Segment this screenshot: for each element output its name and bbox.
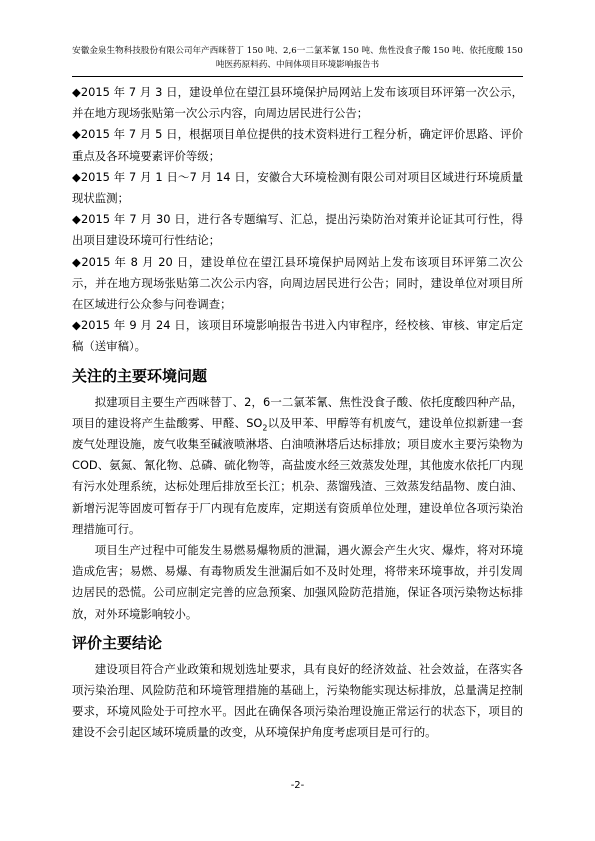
paragraph-text: 以及甲苯、甲醇等有机废气，建设单位拟新建一套废气处理设施，废气收集至碱液喷淋塔、白油喷淋塔后达标排放；项目废水主要污染物为 COD、氨氮、氰化物、总磷、硫化物等，高盐废水经三效蒸发处理，其他废水依托厂内现有污水处理系统，达标处理后排放至长江；机杂、蒸馏残渣、三效蒸发结晶物、废白油、新增污泥等固废可暂存于厂内现有危废库，定期送有资质单位处理，建设单位各项污染治理措施可行。 (72, 415, 523, 536)
procedure-item: ◆2015 年 7 月 3 日，建设单位在望江县环境保护局网站上发布该项目环评第一次公示，并在地方现场张贴第一次公示内容，向周边居民进行公告； (72, 85, 523, 121)
section-paragraph: 建设项目符合产业政策和规划选址要求，具有良好的经济效益、社会效益，在落实各项污染治理、风险防范和环境管理措施的基础上，污染物能实现达标排放，总量满足控制要求，环境风险处于可控水平。因此在确保各项污染治理设施正常运行的状态下，项目的建设不会引起区域环境质量的改变，从环境保护角度考虑项目是可行的。 (72, 661, 523, 740)
procedure-item: ◆2015 年 7 月 1 日～7 月 14 日，安徽合大环境检测有限公司对项目区域进行环境质量现状监测； (72, 169, 523, 206)
procedure-item: ◆2015 年 8 月 20 日，建设单位在望江县环境保护局网站上发布该项目环评第二次公示，并在地方现场张贴第二次公示内容，向周边居民进行公告；同时，建设单位对项目所在区域进行公众参与问卷调查； (72, 254, 523, 312)
page-number: -2- (290, 780, 305, 791)
paragraph-text: 拟建项目主要生产西咪替丁、2，6一二氯苯氰、焦性没食子酸、依托度酸四种产品，项目的建设将产生盐酸雾、甲醛、SO (72, 394, 523, 430)
running-header (72, 44, 523, 72)
page-body (72, 82, 523, 744)
section-heading-environmental-issues: 关注的主要环境问题 (72, 366, 208, 385)
section-paragraph: 项目生产过程中可能发生易燃易爆物质的泄漏，遇火源会产生火灾、爆炸，将对环境造成危害；易燃、易爆、有毒物质发生泄漏后如不及时处理，将带来环境事故，并引发周边居民的恐慌。公司应制定完善的应急预案、加强风险防范措施，保证各项污染物达标排放，对外环境影响较小。 (72, 543, 523, 621)
procedure-item: ◆2015 年 7 月 5 日，根据项目单位提供的技术资料进行工程分析，确定评价思路、评价重点及各环境要素评价等级； (72, 127, 523, 163)
procedure-item: ◆2015 年 9 月 24 日，该项目环境影响报告书进入内审程序，经校核、审核、审定后定稿（送审稿）。 (72, 318, 523, 354)
section-paragraph (72, 392, 523, 540)
procedure-item: ◆2015 年 7 月 30 日，进行各专题编写、汇总，提出污染防治对策并论证其可行性，得出项目建设环境可行性结论； (72, 212, 523, 248)
header-line-2: 吨医药原料药、中间体项目环境影响报告书 (215, 60, 380, 70)
header-line-1: 安徽金泉生物科技股份有限公司年产西咪替丁 150 吨、2,6一二氯苯氰 150 吨、焦性没食子酸 150 吨、依托度酸 150 (72, 46, 523, 56)
section-heading-conclusions: 评价主要结论 (72, 633, 163, 652)
subscript-text: 2 (262, 423, 268, 433)
header-divider (72, 76, 523, 77)
